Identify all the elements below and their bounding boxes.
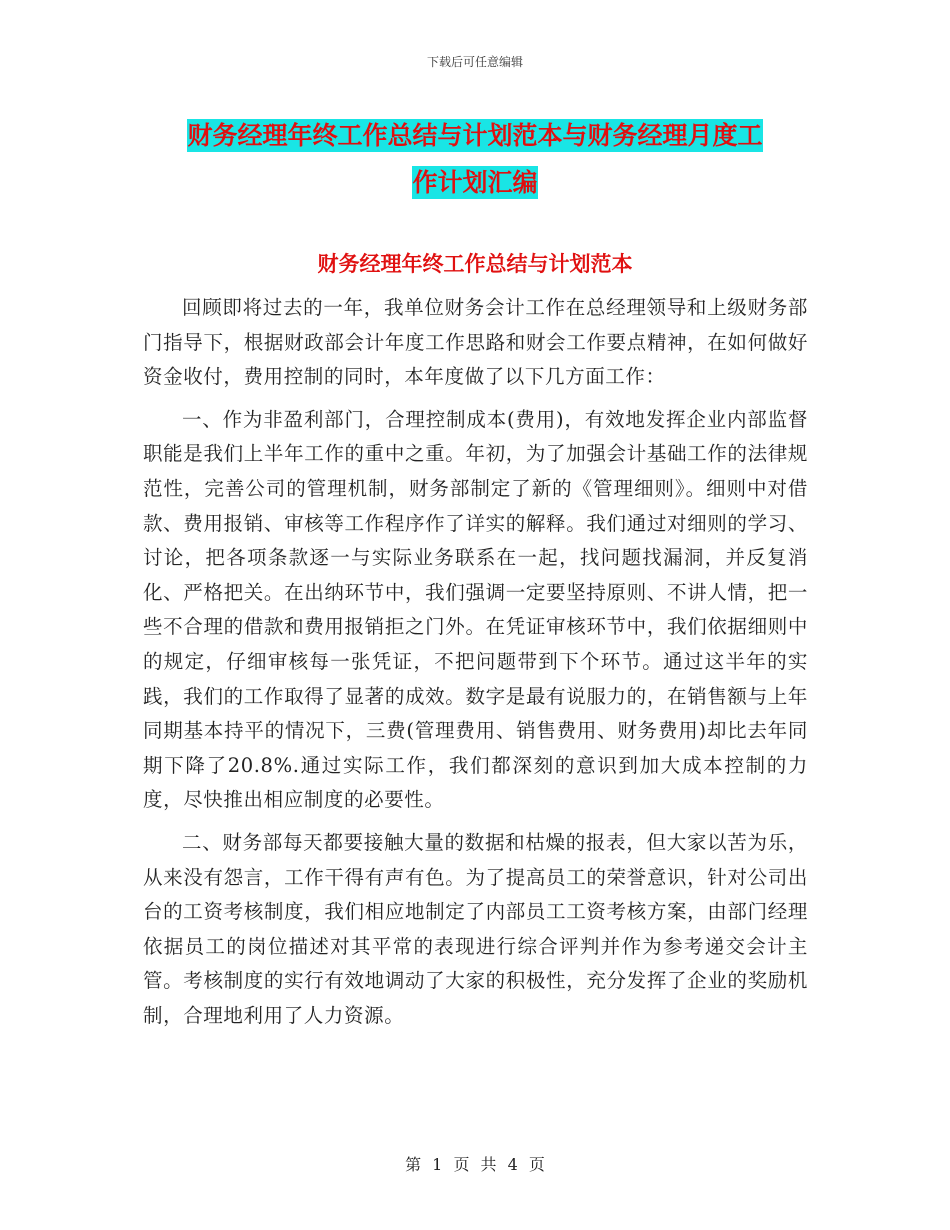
main-title-line-1: 财务经理年终工作总结与计划范本与财务经理月度工 (187, 121, 763, 150)
body-text (143, 291, 808, 1033)
paragraph-intro: 回顾即将过去的一年，我单位财务会计工作在总经理领导和上级财务部门指导下，根据财政部会计年度工作思路和财会工作要点精神，在如何做好资金收付，费用控制的同时，本年度做了以下几方面工作： (143, 296, 808, 389)
paragraph-one: 一、作为非盈利部门，合理控制成本(费用)，有效地发挥企业内部监督职能是我们上半年工作的重中之重。年初，为了加强会计基础工作的法律规范性，完善公司的管理机制，财务部制定了新的《管理细则》。细则中对借款、费用报销、审核等工作程序作了详实的解释。我们通过对细则的学习、讨论，把各项条款逐一与实际业务联系在一起，找问题找漏洞，并反复消化、严格把关。在出纳环节中，我们强调一定要坚持原则、不讲人情，把一些不合理的借款和费用报销拒之门外。在凭证审核环节中，我们依据细则中的规定，仔细审核每一张凭证，不把问题带到下个环节。通过这半年的实践，我们的工作取得了显著的成效。数字是最有说服力的，在销售额与上年同期基本持平的情况下，三费(管理费用、销售费用、财务费用)却比去年同期下降了20.8%.通过实际工作，我们都深刻的意识到加大成本控制的力度，尽快推出相应制度的必要性。 (143, 407, 808, 812)
main-title-line-2: 作计划汇编 (412, 168, 538, 197)
page-footer: 第 1 页 共 4 页 (405, 1155, 545, 1174)
header-note: 下载后可任意编辑 (426, 55, 523, 69)
section-title: 财务经理年终工作总结与计划范本 (317, 252, 633, 276)
paragraph-two: 二、财务部每天都要接触大量的数据和枯燥的报表，但大家以苦为乐，从来没有怨言，工作干得有声有色。为了提高员工的荣誉意识，针对公司出台的工资考核制度，我们相应地制定了内部员工工资考核方案，由部门经理依据员工的岗位描述对其平常的表现进行综合评判并作为参考递交会计主管。考核制度的实行有效地调动了大家的积极性，充分发挥了企业的奖励机制，合理地利用了人力资源。 (143, 830, 808, 1027)
main-title (150, 112, 800, 206)
